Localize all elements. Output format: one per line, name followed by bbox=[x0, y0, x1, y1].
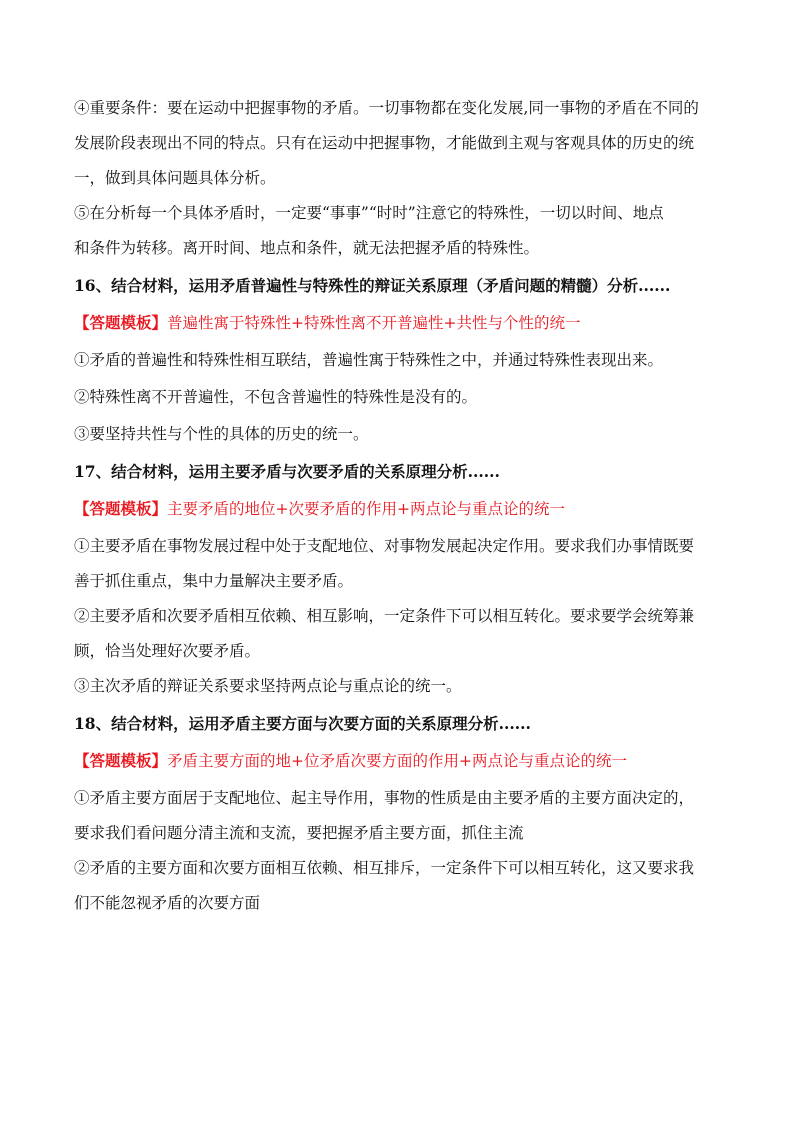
q17-point1-line1: ①主要矛盾在事物发展过程中处于支配地位、对事物发展起决定作用。要求我们办事情既要 bbox=[74, 537, 695, 555]
q18-answer-template bbox=[74, 750, 730, 772]
document-content bbox=[74, 98, 730, 914]
q16-point3: ③要坚持共性与个性的具体的历史的统一。 bbox=[74, 425, 369, 443]
q17-point2-line1: ②主要矛盾和次要矛盾相互依赖、相互影响，一定条件下可以相互转化。要求要学会统筹兼 bbox=[74, 607, 695, 625]
q17-template-text: 主要矛盾的地位+次要矛盾的作用+两点论与重点论的统一 bbox=[167, 500, 565, 518]
q17-point2-line2: 顾，恰当处理好次要矛盾。 bbox=[74, 642, 261, 660]
q17-point3: ③主次矛盾的辩证关系要求坚持两点论与重点论的统一。 bbox=[74, 677, 462, 695]
q16-template-label: 【答题模板】 bbox=[74, 313, 168, 332]
q17-heading: 17、结合材料，运用主要矛盾与次要矛盾的关系原理分析...... bbox=[74, 462, 500, 481]
q18-point1-line1: ①矛盾主要方面居于支配地位、起主导作用，事物的性质是由主要矛盾的主要方面决定的， bbox=[74, 789, 695, 807]
q18-template-label: 【答题模板】 bbox=[74, 751, 168, 770]
item5-line2: 和条件为转移。离开时间、地点和条件，就无法把握矛盾的特殊性。 bbox=[74, 239, 540, 257]
q18-heading: 18、结合材料，运用矛盾主要方面与次要方面的关系原理分析...... bbox=[74, 714, 531, 733]
item4-line1: ④重要条件：要在运动中把握事物的矛盾。一切事物都在变化发展,同一事物的矛盾在不同的 bbox=[74, 99, 699, 117]
q16-answer-template bbox=[74, 312, 730, 334]
item4-line2: 发展阶段表现出不同的特点。只有在运动中把握事物，才能做到主观与客观具体的历史的统 bbox=[74, 134, 695, 152]
q16-point1: ①矛盾的普遍性和特殊性相互联结，普遍性寓于特殊性之中，并通过特殊性表现出来。 bbox=[74, 351, 664, 369]
q17-point1-line2: 善于抓住重点，集中力量解决主要矛盾。 bbox=[74, 572, 354, 590]
q18-point2-line1: ②矛盾的主要方面和次要方面相互依赖、相互排斥，一定条件下可以相互转化，这又要求我 bbox=[74, 859, 695, 877]
q18-point1-line2: 要求我们看问题分清主流和支流，要把握矛盾主要方面，抓住主流 bbox=[74, 824, 524, 842]
item5-line1: ⑤在分析每一个具体矛盾时，一定要“事事”“时时”注意它的特殊性，一切以时间、地点 bbox=[74, 204, 664, 222]
q17-answer-template bbox=[74, 498, 730, 520]
q16-heading: 16、结合材料，运用矛盾普遍性与特殊性的辩证关系原理（矛盾问题的精髓）分析...... bbox=[74, 276, 671, 295]
q16-template-text: 普遍性寓于特殊性+特殊性离不开普遍性+共性与个性的统一 bbox=[167, 314, 581, 332]
q17-template-label: 【答题模板】 bbox=[74, 499, 168, 518]
q16-point2: ②特殊性离不开普遍性，不包含普遍性的特殊性是没有的。 bbox=[74, 388, 478, 406]
item4-line3: 一，做到具体问题具体分析。 bbox=[74, 169, 276, 187]
q18-template-text: 矛盾主要方面的地+位矛盾次要方面的作用+两点论与重点论的统一 bbox=[167, 752, 627, 770]
q18-point2-line2: 们不能忽视矛盾的次要方面 bbox=[74, 894, 261, 912]
